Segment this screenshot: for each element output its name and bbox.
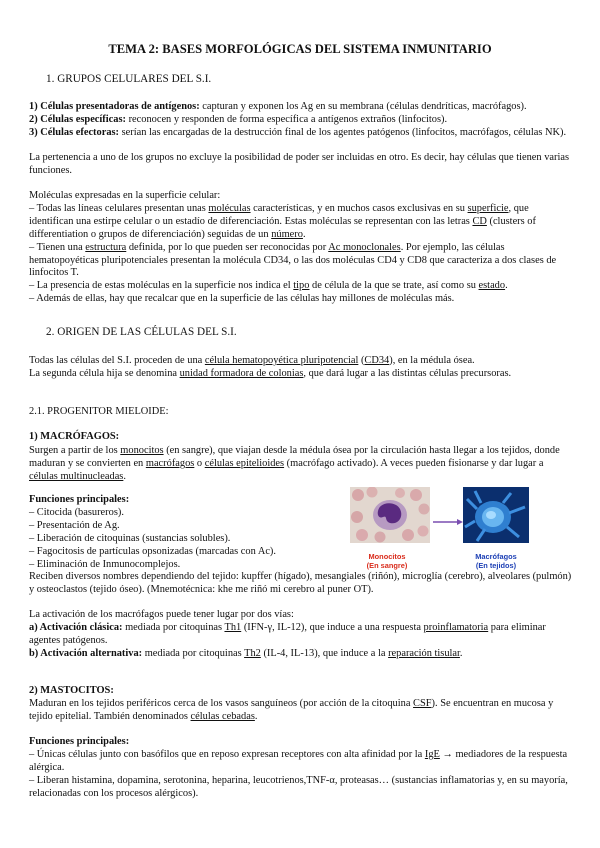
document-title: TEMA 2: BASES MORFOLÓGICAS DEL SISTEMA INMUNITARIO xyxy=(108,42,492,56)
macrophage-functions: Funciones principales: – Citocida (basureros). – Presentación de Ag. – Liberación de citoquinas (sustancias solubles). – Fagocitosis de partículas opsonizadas (marcadas con Ac). – Eliminación de Inmunocomplejos. xyxy=(29,494,276,570)
group-1: 1) Células presentadoras de antígenos: capturan y exponen los Ag en su membrana (células dendríticas, macrófagos). xyxy=(29,101,527,112)
molecules-point-2: – Tienen una estructura definida, por lo que pueden ser reconocidas por Ac monoclonales. Por ejemplo, las células hematopoyéticas pluripotenciales presentan la molécula CD34, o las dos moléculas CD4 y CD8 que caracteriza a dos clases de linfocitos T. xyxy=(29,241,557,279)
monocytes-caption: Monocitos (En sangre) xyxy=(366,552,408,571)
section-1-heading: 1. GRUPOS CELULARES DEL S.I. xyxy=(46,73,212,85)
group-3: 3) Células efectoras: serían las encargadas de la destrucción final de los agentes patógenos (linfocitos, macrófagos, células NK). xyxy=(29,126,567,138)
origin-paragraph: Todas las células del S.I. proceden de una célula hematopoyética pluripotencial (CD34), en la médula ósea. La segunda célula hija se denomina unidad formadora de colonias, que dará lugar a las distintas células precursoras. xyxy=(29,355,512,379)
macrophages-caption: Macrófagos (En tejidos) xyxy=(475,552,517,571)
macrophages-intro: Surgen a partir de los monocitos (en sangre), que viajan desde la médula ósea por la circulación hasta llegar a los tejidos, donde maduran y se convierten en macrófagos o células epitelioides (macrófago activado). A veces pueden fisionarse y dar lugar a células multinucleadas. xyxy=(29,445,560,482)
cell-groups-list xyxy=(29,101,573,140)
membership-paragraph: La pertenencia a uno de los grupos no excluye la posibilidad de poder ser incluidas en otro. Es decir, hay células que tienen varias funciones. xyxy=(29,152,570,176)
tissue-names-paragraph: Reciben diversos nombres dependiendo del tejido: kupffer (hígado), mesangiales (riñón), microglía (cerebro), alveolares (pulmón) y osteoclastos (tejido óseo). (Mnemotécnica: khe me riñó mi cerebro al puner OT). xyxy=(29,571,572,595)
mastocytes-intro: Maduran en los tejidos periféricos cerca de los vasos sanguíneos (por acción de la citoquina CSF). Se encuentran en mucosa y tejido epitelial. También denominados células cebadas. xyxy=(29,698,554,722)
molecules-paragraph xyxy=(29,190,573,306)
alternative-activation: b) Activación alternativa: mediada por citoquinas Th2 (IL-4, IL-13), que induce a la reparación tisular. xyxy=(29,647,463,659)
arrow-icon xyxy=(433,512,463,516)
molecules-point-3: – La presencia de estas moléculas en la superficie nos indica el tipo de célula de la que se trate, así como su estado. xyxy=(29,280,508,292)
molecules-title: Moléculas expresadas en la superficie celular: xyxy=(29,190,221,201)
monocytes-image xyxy=(350,487,430,543)
mastocyte-functions: Funciones principales: – Únicas células junto con basófilos que en reposo expresan receptores con alta afinidad por la IgE → mediadores de la respuesta alérgica. – Liberan histamina, dopamina, serotonina, heparina, leucotrienos,TNF-α, proteasas… (sustancias inflamatorias y, en su mayoría, relacionadas con los procesos alérgicos). xyxy=(29,736,568,799)
macrophages-heading: 1) MACRÓFAGOS: xyxy=(29,431,120,442)
molecules-point-4: – Además de ellas, hay que recalcar que en la superficie de las células hay millones de moléculas más. xyxy=(29,293,455,305)
activation-paragraph: La activación de los macrófagos puede tener lugar por dos vías: a) Activación clásica: mediada por citoquinas Th1 (IFN-γ, IL-12), que induce a una respuesta proinflamatoria para eliminar agentes patógenos. b) Activación alternativa: mediada por citoquinas Th2 (IL-4, IL-13), que induce a la reparación tisular. xyxy=(29,609,546,659)
monocytes-micrograph xyxy=(350,487,430,543)
functions-title: Funciones principales: xyxy=(29,494,130,505)
section-2-heading: 2. ORIGEN DE LAS CÉLULAS DEL S.I. xyxy=(46,326,237,338)
group-2: 2) Células específicas: reconocen y responden de forma específica a antígenos extraños (linfocitos). xyxy=(29,113,448,125)
macrophages-image xyxy=(463,487,529,543)
subsection-2-1-heading: 2.1. PROGENITOR MIELOIDE: xyxy=(29,406,169,417)
molecules-point-1: – Todas las líneas celulares presentan unas moléculas características, y en muchos casos exclusivas en su superficie, que identifican una estirpe celular o un estadío de diferenciación. Estas moléculas se representan con las letras CD (clusters of differentiation o grupos de diferenciación) seguidas de un número. xyxy=(29,202,536,240)
classic-activation: a) Activación clásica: mediada por citoquinas Th1 (IFN-γ, IL-12), que induce a una respuesta proinflamatoria para eliminar agentes patógenos. xyxy=(29,621,546,646)
mastocytes-heading: 2) MASTOCITOS: xyxy=(29,685,114,696)
